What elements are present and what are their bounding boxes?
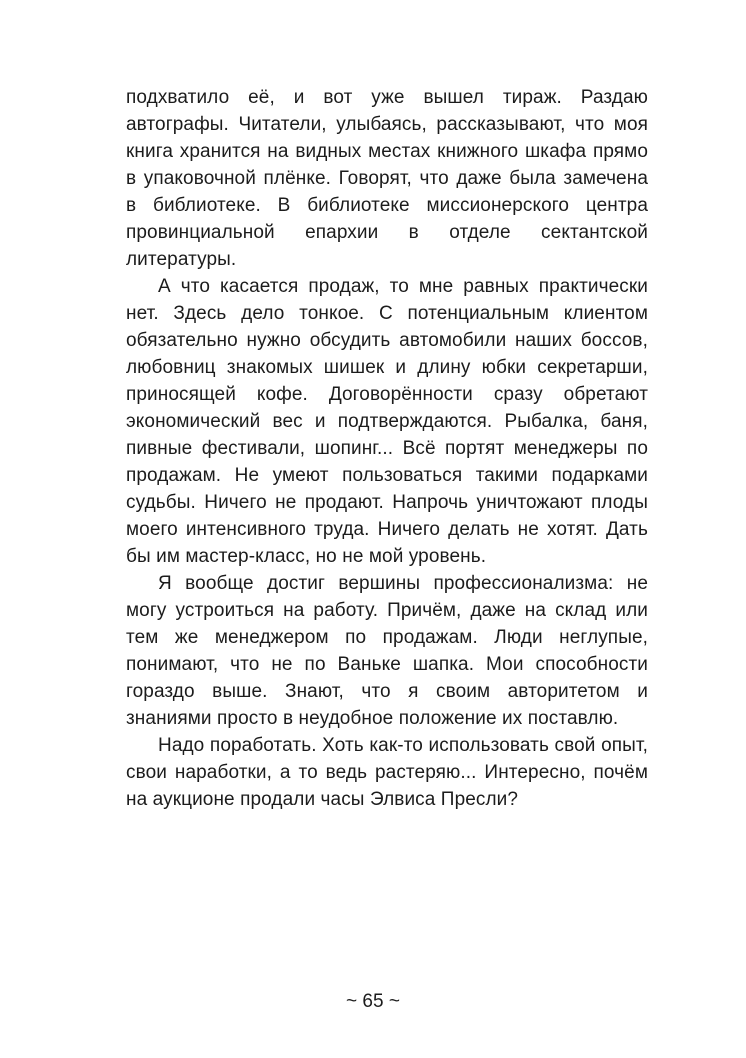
body-text: [126, 84, 648, 813]
paragraph: А что касается продаж, то мне равных практически нет. Здесь дело тонкое. С потенциальным клиентом обязательно нужно обсудить автомобили наших боссов, любовниц знакомых шишек и длину юбки секретарши, приносящей кофе. Договорённости сразу обретают экономический вес и подтверждаются. Рыбалка, баня, пивные фестивали, шопинг... Всё портят менеджеры по продажам. Не умеют пользоваться такими подарками судьбы. Ничего не продают. Напрочь уничтожают плоды моего интенсивного труда. Ничего делать не хотят. Дать бы им мастер-класс, но не мой уровень.: [126, 276, 648, 567]
paragraph: Надо поработать. Хоть как-то использовать свой опыт, свои наработки, а то ведь растеряю... Интересно, почём на аукционе продали часы Элвиса Пресли?: [126, 735, 648, 810]
paragraph: Я вообще достиг вершины профессионализма: не могу устроиться на работу. Причём, даже на склад или тем же менеджером по продажам. Люди неглупые, понимают, что не по Ваньке шапка. Мои способности гораздо выше. Знают, что я своим авторитетом и знаниями просто в неудобное положение их поставлю.: [126, 573, 648, 729]
paragraph-continuation: подхватило её, и вот уже вышел тираж. Раздаю автографы. Читатели, улыбаясь, рассказывают, что моя книга хранится на видных местах книжного шкафа прямо в упаковочной плёнке. Говорят, что даже была замечена в библиотеке. В библиотеке миссионерского центра провинциальной епархии в отделе сектантской литературы.: [126, 87, 648, 270]
page-number: ~ 65 ~: [346, 991, 400, 1012]
